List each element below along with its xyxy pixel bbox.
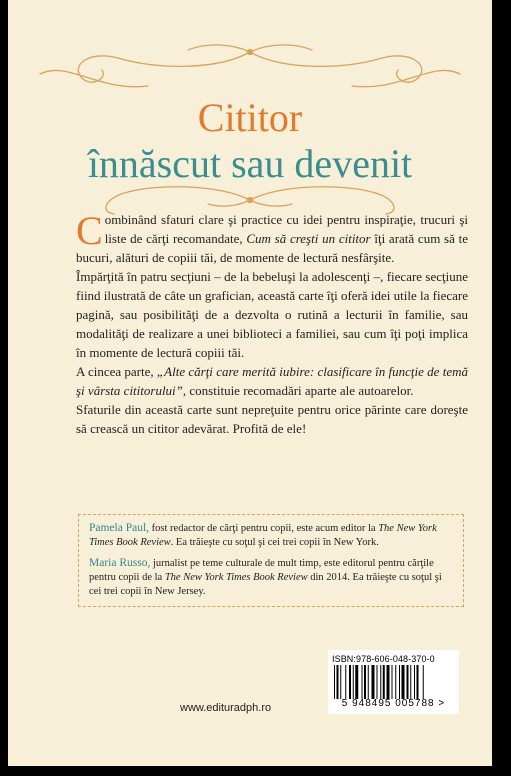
author-bios: [78, 514, 464, 607]
publication-italic: The New York Times Book Review: [164, 572, 308, 583]
author-bio-2: [89, 556, 453, 599]
blurb-paragraph-3: [76, 362, 468, 400]
section-title-italic: „Alte cărţi care merită iubire: clasificare în funcţie de temă şi vârsta cititorului”: [76, 364, 468, 398]
bio-text: jurnalist pe teme culturale de mult timp, este editorul pentru cărţile pentru copii de la: [89, 558, 434, 583]
blurb-paragraph-2: Împărţită în patru secţiuni – de la bebeluşi la adolescenţi –, fiecare secţiune fiind ilustrată de câte un grafician, această carte îţi oferă idei utile la fiecare pagină, sau posibilităţi de a dezvolta o rutină a lecturii în familie, sau modalităţi de realizare a unei biblioteci a familiei, sau cum îţi poţi implica în momente de lectură copiii tăi.: [76, 269, 468, 360]
bio-text: din 2014. Ea trăieşte cu soţul şi cei trei copii în New Jersey.: [89, 572, 442, 597]
back-cover: [8, 0, 492, 766]
blurb-text: îţi arată cum să te bucuri, alături de copiii tăi, de momente de lectură nesfârşite.: [76, 231, 468, 265]
isbn-barcode-box: [328, 650, 459, 714]
blurb-text: A cincea parte,: [76, 364, 157, 379]
isbn-label: ISBN:978-606-048-370-0: [332, 654, 435, 664]
author-name: Pamela Paul,: [89, 522, 150, 534]
publication-italic: The New York Times Book Review: [89, 523, 437, 548]
bio-text: fost redactor de cărţi pentru copii, este acum editor la: [149, 523, 379, 534]
blurb-paragraph-4: Sfaturile din această carte sunt nepreţuite pentru orice părinte care doreşte să crească un cititor adevărat. Profită de ele!: [76, 402, 468, 436]
publisher-website: www.edituradph.ro: [180, 702, 272, 714]
barcode-icon: [334, 665, 455, 699]
title-line-2: înnăscut sau devenit: [87, 141, 413, 186]
title-line-1: Cititor: [197, 95, 303, 140]
blurb-text: , constituie recomadări aparte ale autoarelor.: [182, 383, 414, 398]
blurb: [76, 210, 468, 438]
bio-text: . Ea trăieşte cu soţul şi cei trei copii în New York.: [170, 537, 379, 548]
book-title-italic: Cum să creşti un cititor: [246, 231, 371, 246]
blurb-paragraph-1: [76, 210, 468, 267]
author-bio-1: [89, 521, 453, 550]
drop-cap: C: [76, 208, 103, 253]
author-name: Maria Russo,: [89, 557, 151, 569]
barcode-number: 5 948495 005788 >: [341, 698, 446, 709]
blurb-text: ombinând sfaturi clare şi practice cu idei pentru inspiraţie, trucuri şi liste de cărţi recomandate,: [104, 212, 468, 246]
